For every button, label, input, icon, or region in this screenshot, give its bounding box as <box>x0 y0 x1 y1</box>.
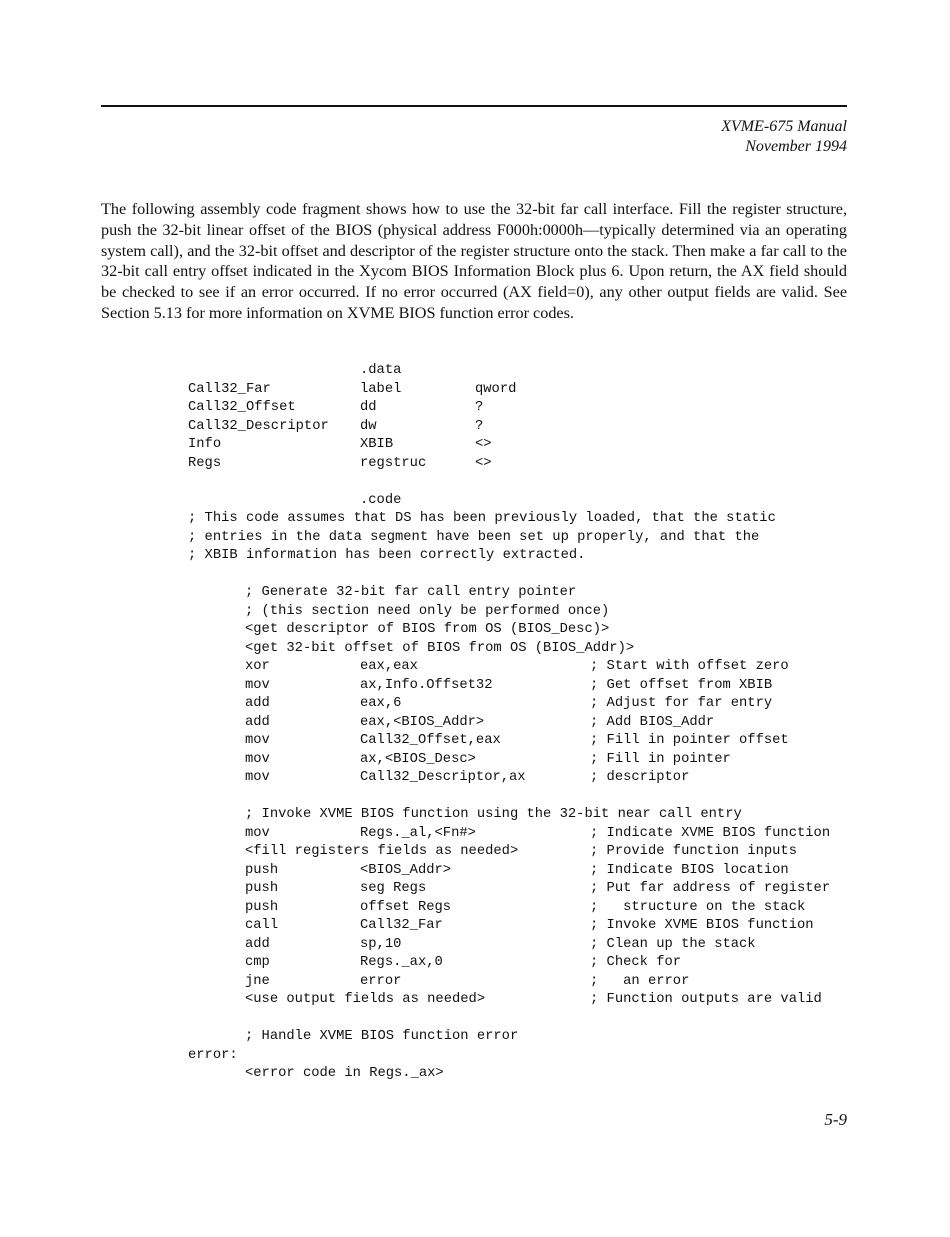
code-op: ; Handle XVME BIOS function error <box>245 1029 519 1044</box>
header-rule <box>101 105 847 107</box>
code-operand: eax,6 <box>360 696 402 711</box>
code-op: ; Invoke XVME BIOS function using the 32-bit near call entry <box>245 807 742 822</box>
manual-date: November 1994 <box>745 138 847 155</box>
code-op: mov <box>245 770 270 785</box>
code-comment: ; Add BIOS_Addr <box>590 714 715 730</box>
code-op: push <box>245 881 279 896</box>
code-line <box>188 1047 868 1066</box>
code-comment: ; Invoke XVME BIOS function <box>590 918 814 933</box>
code-op: mov <box>245 825 270 841</box>
code-line <box>188 695 868 714</box>
code-operand: Call32_Offset,eax <box>360 733 501 748</box>
code-op: <get 32-bit offset of BIOS from OS (BIOS_Addr)> <box>245 640 635 656</box>
code-line <box>188 584 868 603</box>
code-operand: error <box>360 973 402 989</box>
code-line <box>188 788 868 807</box>
code-op: jne <box>245 973 270 989</box>
code-comment: ; Get offset from XBIB <box>590 677 773 693</box>
code-line <box>188 473 868 492</box>
code-comment: ; Provide function inputs <box>590 844 797 859</box>
code-comment: ; an error <box>590 973 690 989</box>
code-line <box>188 1028 868 1047</box>
code-op: mov <box>245 751 270 767</box>
code-line <box>188 936 868 955</box>
code-op: <get descriptor of BIOS from OS (BIOS_Desc)> <box>245 622 610 637</box>
code-line <box>188 714 868 733</box>
code-op: ; (this section need only be performed once) <box>245 603 610 619</box>
code-operand2: <> <box>475 437 492 452</box>
code-op: call <box>245 918 279 933</box>
code-line <box>188 732 868 751</box>
code-operand2: qword <box>475 381 517 397</box>
code-operand: seg Regs <box>360 881 427 896</box>
page-number: 5-9 <box>824 1110 847 1129</box>
code-operand2: ? <box>475 400 484 415</box>
code-op: ; Generate 32-bit far call entry pointer <box>245 585 577 600</box>
code-line <box>188 399 868 418</box>
code-comment: ; Function outputs are valid <box>590 992 822 1007</box>
code-comment: ; Indicate XVME BIOS function <box>590 825 831 841</box>
code-line <box>188 991 868 1010</box>
code-line <box>188 954 868 973</box>
code-comment: ; Put far address of register <box>590 881 831 896</box>
code-comment: ; Adjust for far entry <box>590 696 773 711</box>
code-label: Call32_Descriptor <box>188 418 329 434</box>
code-line <box>188 899 868 918</box>
code-op: push <box>245 899 279 915</box>
code-comment: ; descriptor <box>590 770 690 785</box>
code-line <box>188 1065 868 1084</box>
code-operand: Call32_Far <box>360 918 443 933</box>
code-listing <box>188 362 868 1084</box>
code-comment: ; Indicate BIOS location <box>590 862 789 878</box>
code-op: add <box>245 696 270 711</box>
code-operand: offset Regs <box>360 899 452 915</box>
code-op: add <box>245 936 270 952</box>
code-operand: regstruc <box>360 455 427 471</box>
code-line <box>188 603 868 622</box>
code-line <box>188 917 868 936</box>
code-label: Call32_Far <box>188 381 271 397</box>
code-line <box>188 547 868 566</box>
code-comment: ; Start with offset zero <box>590 659 789 674</box>
code-line <box>188 436 868 455</box>
code-line <box>188 751 868 770</box>
code-label: Info <box>188 437 222 452</box>
code-line <box>188 677 868 696</box>
code-operand: <BIOS_Addr> <box>360 862 452 878</box>
code-op: cmp <box>245 955 270 970</box>
code-line <box>188 510 868 529</box>
code-line <box>188 825 868 844</box>
code-line <box>188 1010 868 1029</box>
code-op: mov <box>245 677 270 693</box>
code-operand: label <box>360 381 402 397</box>
code-line <box>188 455 868 474</box>
code-line <box>188 566 868 585</box>
code-line <box>188 843 868 862</box>
code-op: <error code in Regs._ax> <box>245 1066 444 1081</box>
code-operand: eax,<BIOS_Addr> <box>360 714 485 730</box>
code-operand: ax,Info.Offset32 <box>360 677 493 693</box>
code-operand: Call32_Descriptor,ax <box>360 770 526 785</box>
code-op: <use output fields as needed> <box>245 992 486 1007</box>
code-op: push <box>245 862 279 878</box>
code-line <box>188 492 868 511</box>
code-line <box>188 381 868 400</box>
code-line <box>188 658 868 677</box>
code-line <box>188 862 868 881</box>
code-comment: ; Clean up the stack <box>590 936 756 952</box>
code-label: Regs <box>188 455 222 471</box>
code-comment: ; structure on the stack <box>590 899 806 915</box>
code-line <box>188 880 868 899</box>
code-operand: .code <box>360 492 402 508</box>
code-line <box>188 621 868 640</box>
intro-paragraph: The following assembly code fragment shows how to use the 32-bit far call interface. Fill the register structure, push the 32-bit linear offset of the BIOS (physical address F000h:0000h—typically determined via an operating system call), and the 32-bit offset and descriptor of the register structure onto the stack. Then make a far call to the 32-bit call entry offset indicated in the Xycom BIOS Information Block plus 6. Upon return, the AX field should be checked to see if an error occurred. If no error occurred (AX field=0), any other output fields are valid. See Section 5.13 for more information on XVME BIOS function error codes. <box>101 200 847 322</box>
code-op: mov <box>245 733 270 748</box>
code-comment: ; Check for <box>590 955 682 970</box>
code-operand: sp,10 <box>360 936 402 952</box>
code-comment: ; Fill in pointer offset <box>590 733 789 748</box>
code-label: ; This code assumes that DS has been previously loaded, that the static <box>188 511 776 526</box>
code-op: <fill registers fields as needed> <box>245 844 519 859</box>
code-line <box>188 418 868 437</box>
code-line <box>188 806 868 825</box>
code-label: Call32_Offset <box>188 400 296 415</box>
code-operand2: <> <box>475 455 492 471</box>
code-operand: Regs._al,<Fn#> <box>360 825 476 841</box>
code-line <box>188 640 868 659</box>
code-operand: dw <box>360 418 377 434</box>
manual-title: XVME-675 Manual <box>721 118 847 135</box>
code-operand: .data <box>360 363 402 378</box>
code-line <box>188 362 868 381</box>
code-line <box>188 529 868 548</box>
code-operand: eax,eax <box>360 659 418 674</box>
code-operand2: ? <box>475 418 484 434</box>
code-line <box>188 769 868 788</box>
code-comment: ; Fill in pointer <box>590 751 731 767</box>
code-operand: dd <box>360 400 377 415</box>
code-op: add <box>245 714 270 730</box>
code-operand: XBIB <box>360 437 394 452</box>
code-line <box>188 973 868 992</box>
code-label: error: <box>188 1047 238 1063</box>
code-label: ; entries in the data segment have been set up properly, and that the <box>188 529 760 545</box>
code-operand: ax,<BIOS_Desc> <box>360 751 476 767</box>
code-operand: Regs._ax,0 <box>360 955 443 970</box>
code-label: ; XBIB information has been correctly extracted. <box>188 548 586 563</box>
code-op: xor <box>245 659 270 674</box>
